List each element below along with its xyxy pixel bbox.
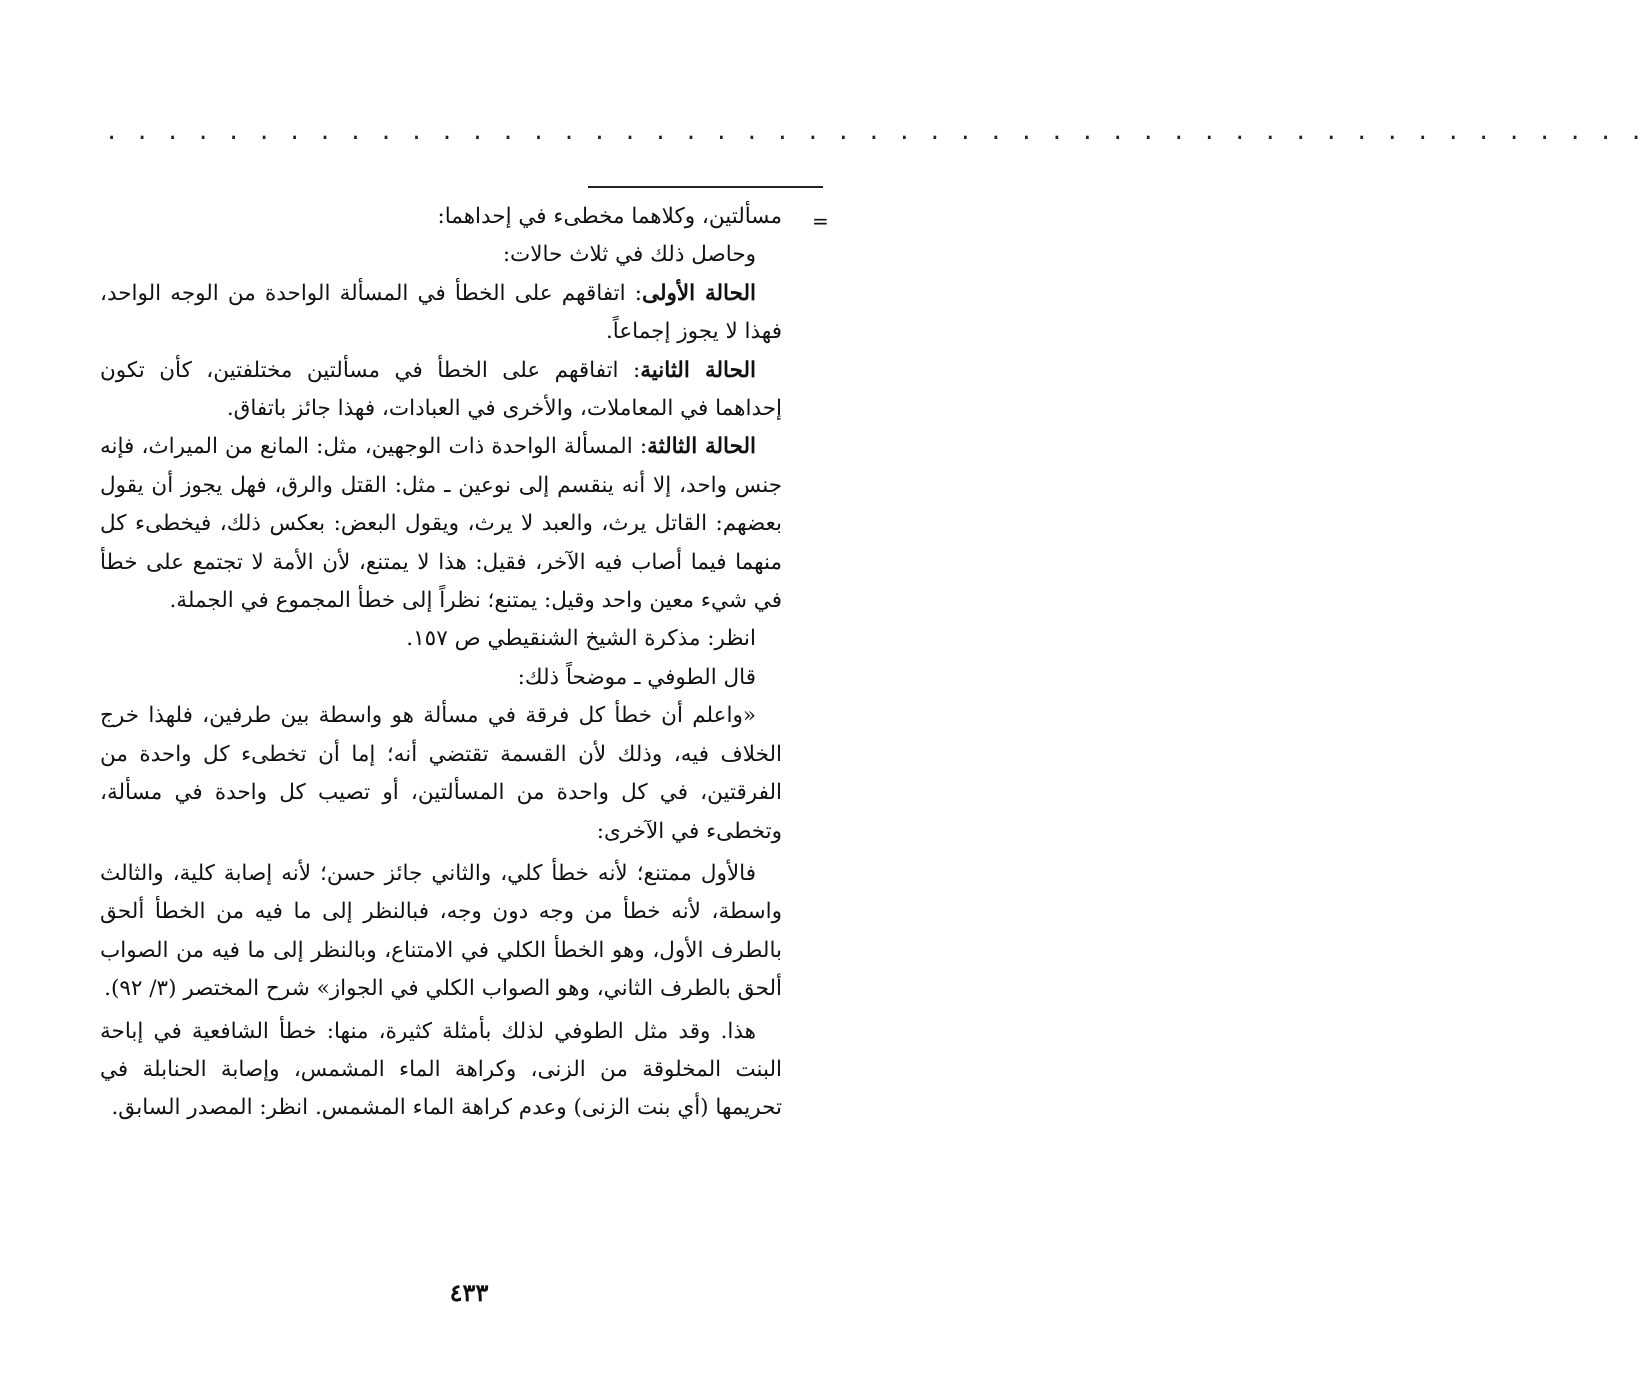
case-one-heading: الحالة الأولى [642,280,756,306]
paragraph-continuation: مسألتين، وكلاهما مخطىء في إحداهما: [437,204,782,229]
footnote-body [100,198,782,1128]
footnote-rule [588,186,823,188]
dotted-separator: . . . . . . . . . . . . . . . . . . . . . . . . . . . . . . . . . . . . . . . . . . . . . . . . . . . [105,120,1645,145]
paragraph-quote-continued: فالأول ممتنع؛ لأنه خطأ كلي، والثاني جائز حسن؛ لأنه إصابة كلية، والثالث واسطة، لأنه خطأ من وجه دون وجه، فبالنظر إلى ما فيه من الخطأ ألحق بالطرف الأول، وهو الخطأ الكلي في الامتناع، وبالنظر إلى ما فيه من الصواب ألحق بالطرف الثاني، وهو الصواب الكلي في الجواز» شرح المختصر (٣/ ٩٢). [100,860,782,1002]
paragraph-reference: انظر: مذكرة الشيخ الشنقيطي ص ١٥٧. [406,626,756,652]
case-two-heading: الحالة الثانية [640,357,756,383]
paragraph-case-one: الحالة الأولى: اتفاقهم على الخطأ في المسألة الواحدة من الوجه الواحد، فهذا لا يجوز إجماعاً. [100,280,782,345]
paragraph-tufi-intro: قال الطوفي ـ موضحاً ذلك: [517,664,756,690]
case-three-heading: الحالة الثالثة [647,434,756,460]
paragraph-examples: هذا. وقد مثل الطوفي لذلك بأمثلة كثيرة، منها: خطأ الشافعية في إباحة البنت المخلوقة من الزنى، وكراهة الماء المشمس، وإصابة الحنابلة في تحريمها (أي بنت الزنى) وعدم كراهة الماء المشمس. انظر: المصدر السابق. [100,1018,782,1121]
paragraph-case-two: الحالة الثانية: اتفاقهم على الخطأ في مسألتين مختلفتين، كأن تكون إحداهما في المعاملات، والأخرى في العبادات، فهذا جائز باتفاق. [100,357,782,422]
paragraph-case-three: الحالة الثالثة: المسألة الواحدة ذات الوجهين، مثل: المانع من الميراث، فإنه جنس واحد، إلا أنه ينقسم إلى نوعين ـ مثل: القتل والرق، فهل يجوز أن يقول بعضهم: القاتل يرث، والعبد لا يرث، ويقول البعض: بعكس ذلك، فيخطىء كل منهما فيما أصاب فيه الآخر، فقيل: هذا لا يمتنع، لأن الأمة لا تجتمع على خطأ في شيء معين واحد وقيل: يمتنع؛ نظراً إلى خطأ المجموع في الجملة. [100,434,782,614]
footnote-continuation-marker: = [812,209,829,233]
page-number: ٤٣٣ [449,1278,489,1307]
paragraph-summary: وحاصل ذلك في ثلاث حالات: [502,242,756,268]
paragraph-quote: «واعلم أن خطأ كل فرقة في مسألة هو واسطة بين طرفين، فلهذا خرج الخلاف فيه، وذلك لأن القسمة تقتضي أنه؛ إما أن تخطىء كل واحدة من الفرقتين، في كل واحدة من المسألتين، أو تصيب كل واحدة في مسألة، وتخطىء في الآخرى: [100,703,782,844]
